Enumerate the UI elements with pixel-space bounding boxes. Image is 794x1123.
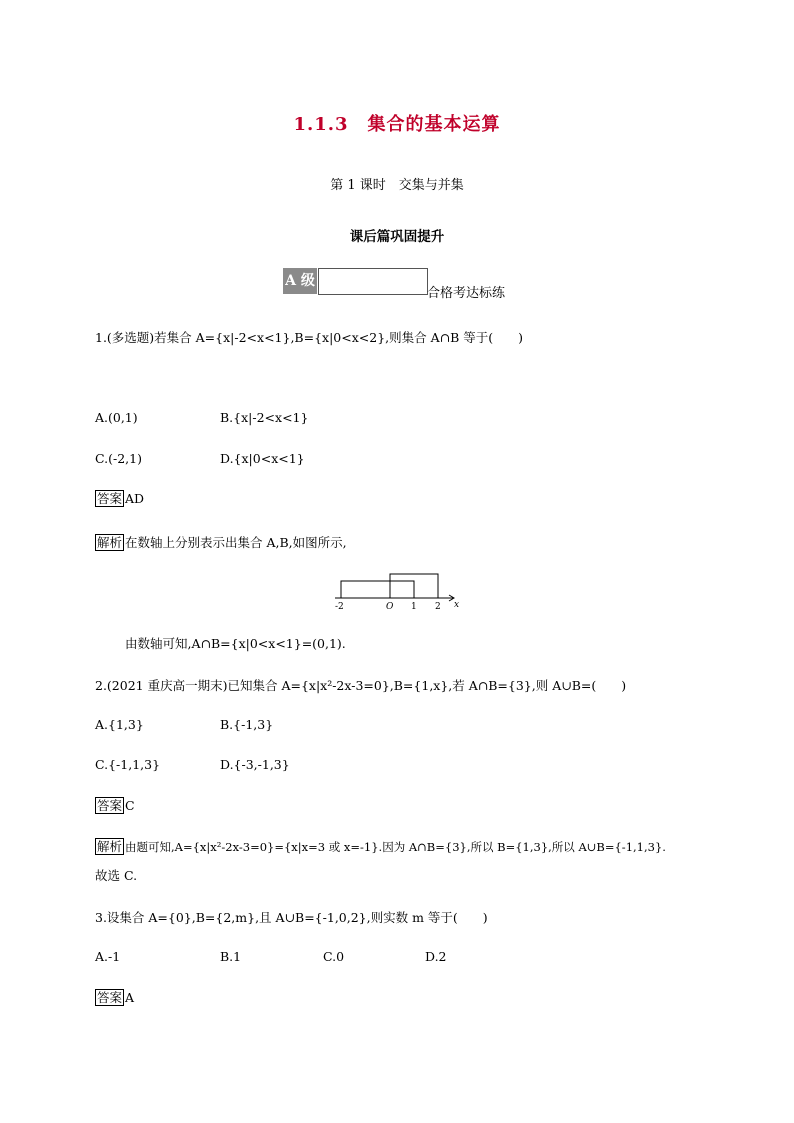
q1-analysis [95,533,347,551]
q1-answer-value: AD [125,491,145,506]
set-a-bracket [341,581,414,598]
tick-label-2: 2 [435,602,441,612]
question-2: 2.(2021 重庆高一期末)已知集合 A={x|x²-2x-3=0},B={1,x},若 A∩B={3},则 A∪B=( ) [95,678,627,693]
answer-tag: 答案 [97,491,123,506]
q2-option-a: A.{1,3} [95,717,144,732]
q3-option-d: D.2 [425,949,447,964]
level-box [318,268,428,295]
q3-option-a: A.-1 [95,949,121,964]
section-heading: 课后篇巩固提升 [349,229,445,245]
question-1: 1.(多选题)若集合 A={x|-2<x<1},B={x|0<x<2},则集合 A∩B 等于( ) [95,330,524,345]
analysis-tag: 解析 [97,535,123,550]
q3-answer-value: A [125,990,135,1005]
q2-analysis-text: 由题可知,A={x|x²-2x-3=0}={x|x=3 或 x=-1}.因为 A∩B={3},所以 B={1,3},所以 A∪B={-1,1,3}. [125,840,666,854]
q1-analysis-text: 在数轴上分别表示出集合 A,B,如图所示, [125,535,347,550]
q3-answer [95,989,134,1006]
tick-label-origin: O [386,602,394,612]
question-3: 3.设集合 A={0},B={2,m},且 A∪B={-1,0,2},则实数 m 等于( ) [95,910,488,925]
tick-label-neg2: -2 [335,602,344,612]
tick-label-1: 1 [411,602,417,612]
q1-option-b: B.{x|-2<x<1} [220,410,309,425]
answer-tag: 答案 [97,990,123,1005]
q1-answer [95,490,144,507]
q1-conclusion: 由数轴可知,A∩B={x|0<x<1}=(0,1). [125,636,346,651]
q2-analysis-tail: 故选 C. [95,868,138,883]
q2-analysis [95,838,666,855]
level-tag: A 级 [283,268,317,294]
lesson-subtitle: 第 1 课时 交集与并集 [330,178,464,193]
number-line-figure [330,570,465,612]
q2-answer-value: C [125,798,135,813]
page-title: 1.1.3 集合的基本运算 [293,114,501,135]
q1-option-c: C.(-2,1) [95,451,142,466]
q2-option-d: D.{-3,-1,3} [220,757,290,772]
q2-option-c: C.{-1,1,3} [95,757,161,772]
q3-option-c: C.0 [323,949,345,964]
answer-tag: 答案 [97,798,123,813]
q2-option-b: B.{-1,3} [220,717,274,732]
level-text: 合格考达标练 [427,286,506,301]
q3-option-b: B.1 [220,949,242,964]
q2-answer [95,797,135,814]
q1-option-a: A.(0,1) [95,410,138,425]
q1-option-d: D.{x|0<x<1} [220,451,305,466]
analysis-tag: 解析 [97,839,123,854]
axis-label-x: x [454,600,460,610]
